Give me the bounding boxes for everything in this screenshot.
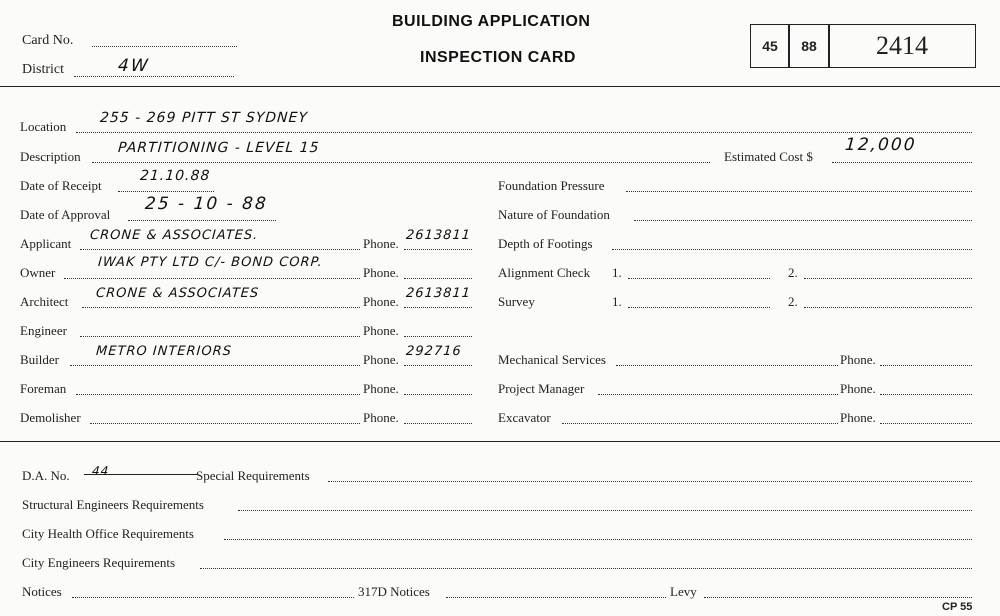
foreman-label: Foreman <box>20 381 67 396</box>
estimated-cost-label: Estimated Cost $ <box>724 149 813 164</box>
city-health-line <box>224 539 972 540</box>
foreman-phone-line <box>404 394 472 395</box>
project-manager-phone-line <box>880 394 972 395</box>
builder-line <box>70 365 360 366</box>
applicant-label: Applicant <box>20 236 72 251</box>
builder-label: Builder <box>20 352 59 367</box>
demolisher-line <box>90 423 360 424</box>
alignment-check-num2: 2. <box>788 265 798 280</box>
project-manager-label: Project Manager <box>498 381 585 396</box>
applicant-phone-value: 2613811 <box>405 228 472 243</box>
excavator-label: Excavator <box>498 410 551 425</box>
location-label: Location <box>20 119 67 134</box>
depth-of-footings-line <box>612 249 972 250</box>
demolisher-phone-label: Phone. <box>363 410 399 425</box>
notices-line <box>72 597 354 598</box>
owner-label: Owner <box>20 265 56 280</box>
engineer-line <box>80 336 360 337</box>
structural-engineers-label: Structural Engineers Requirements <box>22 497 204 512</box>
excavator-phone-line <box>880 423 972 424</box>
description-line <box>92 162 710 163</box>
city-engineers-label: City Engineers Requirements <box>22 555 176 570</box>
demolisher-label: Demolisher <box>20 410 81 425</box>
architect-phone-label: Phone. <box>363 294 399 309</box>
district-label: District <box>22 62 64 77</box>
district-value: 4W <box>117 56 151 76</box>
estimated-cost-value: 12,000 <box>844 135 918 155</box>
engineer-phone-label: Phone. <box>363 323 399 338</box>
survey-num2: 2. <box>788 294 798 309</box>
da-no-label: D.A. No. <box>22 468 70 483</box>
card-no-line <box>92 46 237 47</box>
owner-value: IWAK PTY LTD C/- BOND CORP. <box>97 255 324 270</box>
demolisher-phone-line <box>404 423 472 424</box>
special-requirements-label: Special Requirements <box>196 468 310 483</box>
code-box-a: 45 <box>750 24 790 68</box>
location-value: 255 - 269 PITT ST SYDNEY <box>99 110 309 126</box>
depth-of-footings-label: Depth of Footings <box>498 236 593 251</box>
excavator-line <box>562 423 838 424</box>
receipt-label: Date of Receipt <box>20 178 102 193</box>
survey-num1: 1. <box>612 294 622 309</box>
survey-line2 <box>804 307 972 308</box>
owner-line <box>64 278 360 279</box>
serial-number-box: 2414 <box>828 24 976 68</box>
foundation-pressure-label: Foundation Pressure <box>498 178 605 193</box>
district-line <box>74 76 234 77</box>
applicant-phone-label: Phone. <box>363 236 399 251</box>
notices-317d-label: 317D Notices <box>358 584 430 599</box>
code-box-b: 88 <box>788 24 830 68</box>
builder-phone-value: 292716 <box>405 344 463 359</box>
engineer-phone-line <box>404 336 472 337</box>
description-label: Description <box>20 149 81 164</box>
nature-of-foundation-line <box>634 220 972 221</box>
receipt-line <box>118 191 214 192</box>
builder-value: METRO INTERIORS <box>95 344 233 359</box>
form-title-line2: INSPECTION CARD <box>420 49 576 66</box>
excavator-phone-label: Phone. <box>840 410 876 425</box>
mechanical-services-phone-label: Phone. <box>840 352 876 367</box>
survey-label: Survey <box>498 294 535 309</box>
foundation-pressure-line <box>626 191 972 192</box>
special-requirements-line <box>328 481 972 482</box>
city-engineers-line <box>200 568 972 569</box>
architect-phone-value: 2613811 <box>405 286 472 301</box>
notices-label: Notices <box>22 584 62 599</box>
approval-line <box>128 220 276 221</box>
builder-phone-line <box>404 365 472 366</box>
project-manager-line <box>598 394 838 395</box>
alignment-check-line2 <box>804 278 972 279</box>
architect-phone-line <box>404 307 472 308</box>
mechanical-services-phone-line <box>880 365 972 366</box>
approval-value: 25 - 10 - 88 <box>144 194 269 214</box>
approval-label: Date of Approval <box>20 207 111 222</box>
description-value: PARTITIONING - LEVEL 15 <box>117 140 321 156</box>
nature-of-foundation-label: Nature of Foundation <box>498 207 610 222</box>
estimated-cost-line <box>832 162 972 163</box>
alignment-check-num1: 1. <box>612 265 622 280</box>
mechanical-services-label: Mechanical Services <box>498 352 606 367</box>
levy-line <box>704 597 972 598</box>
project-manager-phone-label: Phone. <box>840 381 876 396</box>
alignment-check-line1 <box>628 278 770 279</box>
receipt-value: 21.10.88 <box>139 168 211 184</box>
levy-label: Levy <box>670 584 697 599</box>
owner-phone-line <box>404 278 472 279</box>
structural-engineers-line <box>238 510 972 511</box>
foreman-line <box>76 394 360 395</box>
mechanical-services-line <box>616 365 838 366</box>
section-divider <box>0 441 1000 442</box>
da-no-value: 44 <box>91 464 110 478</box>
alignment-check-label: Alignment Check <box>498 265 591 280</box>
builder-phone-label: Phone. <box>363 352 399 367</box>
engineer-label: Engineer <box>20 323 67 338</box>
notices-317d-line <box>446 597 666 598</box>
city-health-label: City Health Office Requirements <box>22 526 194 541</box>
architect-value: CRONE & ASSOCIATES <box>95 286 260 301</box>
applicant-value: CRONE & ASSOCIATES. <box>89 228 259 243</box>
card-no-label: Card No. <box>22 33 74 48</box>
header-divider <box>0 86 1000 87</box>
applicant-line <box>80 249 360 250</box>
owner-phone-label: Phone. <box>363 265 399 280</box>
form-title-line1: BUILDING APPLICATION <box>392 13 591 30</box>
architect-line <box>82 307 360 308</box>
form-code: CP 55 <box>942 601 973 613</box>
location-line <box>76 132 972 133</box>
survey-line1 <box>628 307 770 308</box>
foreman-phone-label: Phone. <box>363 381 399 396</box>
applicant-phone-line <box>404 249 472 250</box>
architect-label: Architect <box>20 294 69 309</box>
